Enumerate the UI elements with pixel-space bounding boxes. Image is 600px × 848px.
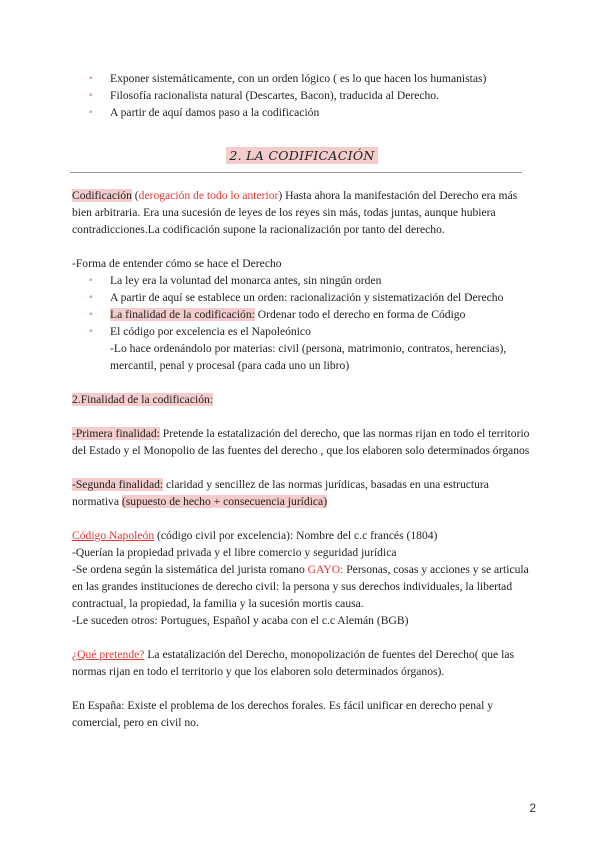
top-bullet-list	[72, 70, 532, 121]
pretende-paragraph	[72, 646, 532, 680]
page-number: 2	[529, 801, 536, 815]
codificacion-term: Codificación	[72, 189, 132, 202]
primera-finalidad-text: Pretende la estatalización del derecho, que las normas rijan en todo el territorio del Estado y el Monopolio de las fuentes del derecho , que los elaboren solo determinados órganos	[72, 427, 530, 457]
finalidad-label: La finalidad de la codificación:	[110, 308, 255, 321]
open-paren: (	[131, 189, 139, 202]
spacer	[72, 238, 532, 255]
pretende-label: ¿Qué pretende?	[72, 648, 145, 661]
codificacion-text: ) Hasta ahora la manifestación del Derecho era más bien arbitraria. Era una sucesión de leyes de los reyes sin más, todas juntas, aunque hubiera contradicciones.La codificación supone la racionalización por tanto del derecho.	[72, 189, 518, 236]
finalidad-heading	[72, 391, 532, 408]
napoleon-line-4: -Le suceden otros: Portugues, Español y acaba con el c.c Alemán (BGB)	[72, 614, 409, 627]
list-item	[72, 306, 532, 323]
gayo-post: Personas, cosas y acciones y se articula en las grandes instituciones de derecho civil: la persona y sus derechos individuales, la libertad contractual, la propiedad, la familia y la sucesión mortis causa.	[72, 563, 529, 610]
napoleon-line-2: -Querían la propiedad privada y el libre comercio y seguridad jurídica	[72, 546, 397, 559]
forma-intro: -Forma de entender cómo se hace el Derecho	[72, 257, 282, 270]
finalidad-heading-text: 2.Finalidad de la codificación:	[72, 393, 214, 406]
finalidad-text: Ordenar todo el derecho en forma de Código	[254, 308, 466, 321]
forma-bullet-list	[72, 272, 532, 374]
napoleon-line-1	[72, 527, 532, 544]
primera-finalidad-label: -Primera finalidad:	[72, 427, 160, 440]
gayo-pre: -Se ordena según la sistemática del jurista romano	[72, 563, 308, 576]
section-title	[72, 147, 532, 164]
list-item: ▪ Exponer sistemáticamente, con un orden lógico ( es lo que hacen los humanistas)	[72, 70, 532, 87]
napoleon-line1-rest: (código civil por excelencia): Nombre del c.c francés (1804)	[154, 529, 438, 542]
espana-paragraph: En España: Existe el problema de los derechos forales. Es fácil unificar en derecho penal y comercial, pero en civil no.	[72, 699, 494, 729]
list-item: ▪ La ley era la voluntad del monarca antes, sin ningún orden	[72, 272, 532, 289]
codificacion-parenthetical: derogación de todo lo anterior	[138, 189, 279, 202]
primera-finalidad-paragraph	[72, 425, 532, 459]
segunda-finalidad-text: claridad y sencillez de las normas jurídicas, basadas en una estructura normativa	[72, 478, 489, 508]
list-item: ▪ A partir de aquí damos paso a la codificación	[72, 104, 532, 121]
pretende-text: La estatalización del Derecho, monopolización de fuentes del Derecho( que las normas rijan en todo el territorio y que los elaboren solo determinados órganos).	[72, 648, 514, 678]
materias-line: -Lo hace ordenándolo por materias: civil (persona, matrimonio, contratos, herencias), mercantil, penal y procesal (para cada uno un libro)	[110, 342, 507, 372]
spacer	[72, 459, 532, 476]
spacer	[72, 629, 532, 646]
section-title-text: 2. LA CODIFICACIÓN	[226, 147, 377, 164]
gayo-label: GAYO:	[307, 563, 344, 576]
divider	[70, 172, 522, 173]
napoleon-line-3	[72, 561, 532, 612]
segunda-finalidad-label: -Segunda finalidad:	[72, 478, 164, 491]
list-item: ▪ Filosofía racionalista natural (Descartes, Bacon), traducida al Derecho.	[72, 87, 532, 104]
list-item	[72, 323, 532, 374]
napoleon-label: Código Napoleón	[72, 529, 155, 542]
spacer	[72, 408, 532, 425]
spacer	[72, 680, 532, 697]
spacer	[72, 510, 532, 527]
spacer	[72, 374, 532, 391]
segunda-finalidad-paragraph	[72, 476, 532, 510]
napoleonico-line: ▪ El código por excelencia es el Napoleónico	[110, 325, 311, 338]
list-item: ▪ A partir de aquí se establece un orden: racionalización y sistematización del Derecho	[72, 289, 532, 306]
page-content	[72, 70, 532, 731]
codificacion-paragraph	[72, 187, 532, 238]
segunda-finalidad-highlight: (supuesto de hecho + consecuencia jurídica)	[121, 495, 328, 508]
